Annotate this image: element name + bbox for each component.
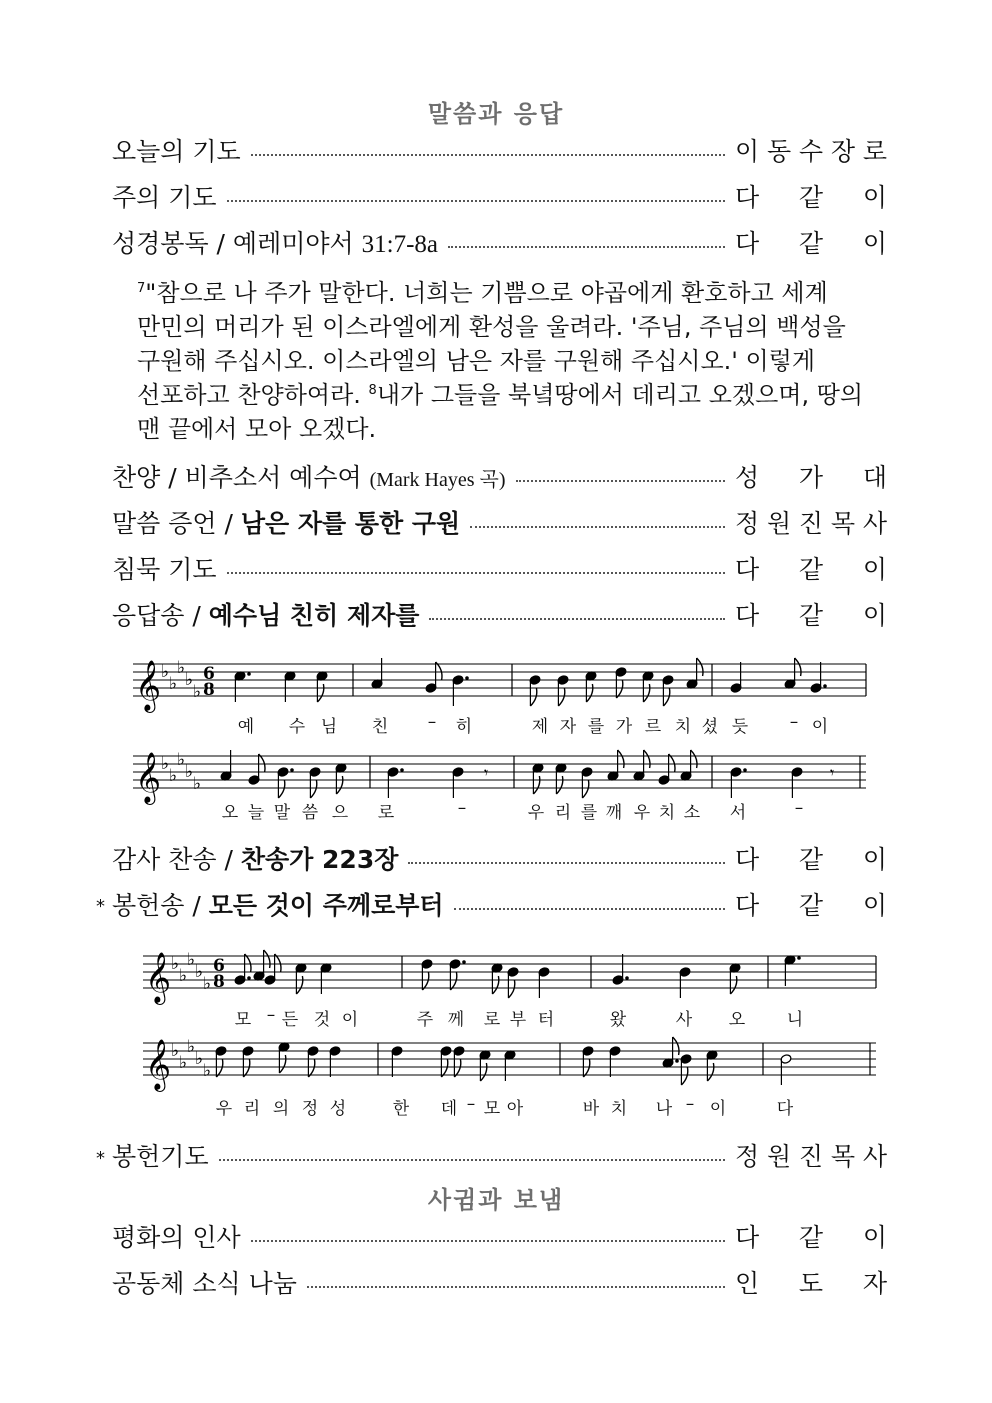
note-flag bbox=[707, 1063, 713, 1081]
verse-number: 8 bbox=[368, 383, 377, 398]
flat-icon: ♭ bbox=[185, 762, 194, 782]
flat-icon: ♭ bbox=[179, 966, 188, 986]
note-flag bbox=[618, 750, 624, 768]
note-flag bbox=[508, 980, 514, 998]
time-signature-bottom: 8 bbox=[213, 972, 225, 992]
lyric-syllable: 데 bbox=[440, 1099, 458, 1119]
order-label: 말씀 증언 / 남은 자를 통한 구원 bbox=[112, 509, 461, 538]
note-dot bbox=[743, 768, 747, 772]
lyric-syllable: 든 bbox=[281, 1010, 299, 1030]
scripture-passage: $^7$"참으로 나 주가 말한다. 너희는 기쁨으로 야곱에게 환호하고 세계 만민의 머리가 된 이스라엘에게 환성을 울려라. '주님, 주님의 백성을 구원해 주십시오. 이스라엘의 남은 자를 구원해 주십시오.' 이렇게 선포하고 찬양하여라. $^8$내가 그들을 북녘땅에서 데리고 오겠으며, 땅의 맨 끝에서 모아 오겠다. bbox=[137, 279, 864, 443]
lyric-syllable: 서 bbox=[729, 803, 747, 823]
note-flag bbox=[450, 972, 456, 990]
flat-icon: ♭ bbox=[185, 670, 194, 690]
note-flag bbox=[278, 780, 284, 798]
note-flag bbox=[730, 976, 736, 994]
time-signature-bottom: 8 bbox=[203, 680, 215, 700]
lyric-syllable: 부 bbox=[509, 1010, 527, 1030]
note-flag bbox=[583, 1059, 589, 1077]
lyric-syllable: – bbox=[466, 1094, 476, 1114]
note-flag bbox=[533, 776, 539, 794]
dot-leader bbox=[454, 906, 725, 910]
lyric-syllable: 한 bbox=[392, 1099, 410, 1119]
note-flag bbox=[644, 750, 650, 768]
lyric-syllable: 모 bbox=[483, 1099, 501, 1119]
order-row-peace bbox=[112, 1218, 887, 1254]
lyric-syllable: – bbox=[794, 798, 804, 818]
note-flag bbox=[422, 972, 428, 990]
standing-mark: * bbox=[96, 896, 105, 917]
note-dot bbox=[400, 768, 404, 772]
flat-icon: ♭ bbox=[169, 674, 178, 694]
order-row-offering-prayer bbox=[112, 1137, 887, 1173]
lyric-syllable: 리 bbox=[243, 1099, 261, 1119]
lyric-syllable: 께 bbox=[447, 1010, 465, 1030]
note-flag bbox=[454, 1059, 460, 1077]
verse-number: 7 bbox=[137, 281, 146, 296]
note-flag bbox=[336, 776, 342, 794]
lyric-syllable: 주 bbox=[416, 1010, 434, 1030]
lyric-syllable: 듯 bbox=[731, 717, 749, 737]
note-flag bbox=[310, 780, 316, 798]
note-flag bbox=[586, 684, 592, 702]
note-flag bbox=[558, 688, 564, 706]
note-flag bbox=[317, 684, 323, 702]
flat-icon: ♭ bbox=[203, 1061, 212, 1081]
order-label: 봉헌기도 bbox=[112, 1142, 209, 1171]
note-dot bbox=[675, 1059, 679, 1063]
lyric-syllable: – bbox=[427, 712, 437, 732]
lyric-syllable: 히 bbox=[455, 717, 473, 737]
lyric-syllable: 우 bbox=[633, 803, 651, 823]
lyric-syllable: 르 bbox=[644, 717, 662, 737]
flat-icon: ♭ bbox=[195, 962, 204, 982]
note-flag bbox=[264, 950, 270, 968]
note-flag bbox=[691, 750, 697, 768]
lyric-syllable: 님 bbox=[320, 717, 338, 737]
lyric-syllable: 다 bbox=[776, 1099, 794, 1119]
lyric-syllable: 말 bbox=[273, 803, 291, 823]
lyric-syllable: 성 bbox=[329, 1099, 347, 1119]
lyric-syllable: 를 bbox=[587, 717, 605, 737]
lyric-syllable: 사 bbox=[675, 1010, 693, 1030]
note-flag bbox=[480, 1063, 486, 1081]
order-leader-name: 인 도 자 bbox=[735, 1269, 887, 1298]
note-dot bbox=[290, 768, 294, 772]
order-label: 찬양 / 비추소서 예수여 (Mark Hayes 곡) bbox=[112, 463, 506, 492]
note-flag bbox=[243, 1059, 249, 1077]
treble-clef-icon: 𝄞 bbox=[145, 1039, 172, 1090]
song-title: 모든 것이 주께로부터 bbox=[208, 891, 444, 920]
order-leader-name: 다 같 이 bbox=[735, 183, 887, 212]
order-label: 응답송 / 예수님 친히 제자를 bbox=[112, 601, 420, 630]
lyric-syllable: 자 bbox=[559, 717, 577, 737]
flat-icon: ♭ bbox=[161, 662, 170, 682]
order-leader-name: 정 원 진 목 사 bbox=[735, 509, 887, 538]
note-flag bbox=[681, 1067, 687, 1085]
order-label: 성경봉독 / 예레미야서 31:7-8a bbox=[112, 229, 438, 258]
lyric-syllable: 이 bbox=[341, 1010, 359, 1030]
dot-leader bbox=[307, 1284, 725, 1288]
flat-icon: ♭ bbox=[169, 766, 178, 786]
lyric-syllable: 오 bbox=[221, 803, 239, 823]
sermon-title: 남은 자를 통한 구원 bbox=[240, 509, 461, 538]
lyric-syllable: 우 bbox=[527, 803, 545, 823]
order-label: 침묵 기도 bbox=[112, 555, 217, 584]
flat-icon: ♭ bbox=[161, 754, 170, 774]
flat-icon: ♭ bbox=[187, 1037, 196, 1057]
lyric-syllable: 치 bbox=[674, 717, 692, 737]
note-flag bbox=[795, 658, 801, 676]
lyric-syllable: 예 bbox=[237, 717, 255, 737]
lyric-syllable: – bbox=[266, 1005, 276, 1025]
order-label: 오늘의 기도 bbox=[112, 137, 241, 166]
note-flag bbox=[441, 1059, 447, 1077]
standing-mark: * bbox=[96, 1148, 105, 1169]
lyric-syllable: 셨 bbox=[701, 717, 719, 737]
lyric-syllable: 이 bbox=[811, 717, 829, 737]
lyric-syllable: 정 bbox=[301, 1099, 319, 1119]
note-flag bbox=[245, 954, 251, 972]
note-flag bbox=[216, 1059, 222, 1077]
note-dot bbox=[465, 676, 469, 680]
lyric-syllable: 의 bbox=[272, 1099, 290, 1119]
dot-leader bbox=[219, 1157, 725, 1161]
order-label: 봉헌송 / 모든 것이 주께로부터 bbox=[112, 891, 444, 920]
treble-clef-icon: 𝄞 bbox=[135, 752, 162, 803]
order-leader-name: 다 같 이 bbox=[735, 1223, 887, 1252]
note-flag bbox=[436, 662, 442, 680]
lyric-syllable: – bbox=[789, 712, 799, 732]
hymn-title: 찬송가 223장 bbox=[240, 845, 399, 874]
lyric-syllable: 이 bbox=[709, 1099, 727, 1119]
note-dot bbox=[462, 960, 466, 964]
dot-leader bbox=[251, 1238, 725, 1242]
note-flag bbox=[279, 1055, 285, 1073]
order-row-offering-song bbox=[112, 886, 887, 922]
lyric-syllable: 나 bbox=[655, 1099, 673, 1119]
flat-icon: ♭ bbox=[171, 954, 180, 974]
flat-icon: ♭ bbox=[177, 750, 186, 770]
flat-icon: ♭ bbox=[195, 1049, 204, 1069]
order-label: 감사 찬송 / 찬송가 223장 bbox=[112, 845, 399, 874]
order-leader-name: 다 같 이 bbox=[735, 229, 887, 258]
section-heading-sending: 사귐과 보냄 bbox=[427, 1186, 565, 1214]
note-dot bbox=[625, 976, 629, 980]
lyric-syllable: 제 bbox=[531, 717, 549, 737]
lyric-syllable: 로 bbox=[377, 803, 395, 823]
lyric-syllable: 늘 bbox=[247, 803, 265, 823]
lyric-syllable: 으 bbox=[331, 803, 349, 823]
order-label: 주의 기도 bbox=[112, 183, 217, 212]
note-flag bbox=[669, 754, 675, 772]
note-flag bbox=[643, 684, 649, 702]
lyric-syllable: 소 bbox=[683, 803, 701, 823]
order-row-news bbox=[112, 1264, 887, 1300]
note-dot bbox=[247, 976, 251, 980]
lyric-syllable: 친 bbox=[371, 717, 389, 737]
dot-leader bbox=[408, 860, 725, 864]
treble-clef-icon: 𝄞 bbox=[145, 952, 172, 1003]
note-flag bbox=[530, 688, 536, 706]
note-flag bbox=[616, 680, 622, 698]
note-flag bbox=[308, 1059, 314, 1077]
lyric-syllable: 모 bbox=[234, 1010, 252, 1030]
flat-icon: ♭ bbox=[187, 950, 196, 970]
lyric-syllable: 우 bbox=[215, 1099, 233, 1119]
time-signature-top: 6 bbox=[203, 664, 215, 684]
lyric-syllable: 치 bbox=[610, 1099, 628, 1119]
note-dot bbox=[823, 684, 827, 688]
lyric-syllable: 로 bbox=[483, 1010, 501, 1030]
flat-icon: ♭ bbox=[193, 682, 202, 702]
lyric-syllable: 수 bbox=[288, 717, 306, 737]
treble-clef-icon: 𝄞 bbox=[135, 660, 162, 711]
flat-icon: ♭ bbox=[177, 658, 186, 678]
lyric-syllable: 것 bbox=[313, 1010, 331, 1030]
note-dot bbox=[797, 956, 801, 960]
note-flag bbox=[582, 780, 588, 798]
note-flag bbox=[663, 688, 669, 706]
lyric-syllable: 치 bbox=[658, 803, 676, 823]
lyric-syllable: 오 bbox=[728, 1010, 746, 1030]
song-title: 예수님 친히 제자를 bbox=[208, 601, 420, 630]
lyric-syllable: 왔 bbox=[609, 1010, 627, 1030]
note-flag bbox=[492, 976, 498, 994]
order-leader-name: 이 동 수 장 로 bbox=[735, 137, 887, 166]
lyric-syllable: 를 bbox=[580, 803, 598, 823]
order-leader-name: 정 원 진 목 사 bbox=[735, 1142, 887, 1171]
section-heading-word: 말씀과 응답 bbox=[427, 100, 565, 128]
order-label: 평화의 인사 bbox=[112, 1223, 241, 1252]
order-label: 공동체 소식 나눔 bbox=[112, 1269, 297, 1298]
note-dot bbox=[247, 672, 251, 676]
lyric-syllable: 리 bbox=[554, 803, 572, 823]
note-flag bbox=[296, 976, 302, 994]
time-signature-top: 6 bbox=[213, 956, 225, 976]
note-flag bbox=[275, 954, 281, 972]
order-row-thanks-hymn bbox=[112, 840, 887, 876]
eighth-rest-icon: 𝄾 bbox=[830, 763, 835, 782]
lyric-syllable: 바 bbox=[582, 1099, 600, 1119]
order-leader-name: 성 가 대 bbox=[735, 463, 887, 492]
order-leader-name: 다 같 이 bbox=[735, 845, 887, 874]
lyric-syllable: – bbox=[457, 798, 467, 818]
lyric-syllable: 니 bbox=[786, 1010, 804, 1030]
note-flag bbox=[259, 754, 265, 772]
lyric-syllable: 아 bbox=[506, 1099, 524, 1119]
lyric-syllable: 가 bbox=[615, 717, 633, 737]
order-leader-name: 다 같 이 bbox=[735, 601, 887, 630]
order-leader-name: 다 같 이 bbox=[735, 891, 887, 920]
lyric-syllable: – bbox=[685, 1094, 695, 1114]
lyric-syllable: 터 bbox=[537, 1010, 555, 1030]
flat-icon: ♭ bbox=[171, 1041, 180, 1061]
eighth-rest-icon: 𝄾 bbox=[484, 763, 489, 782]
lyric-syllable: 씀 bbox=[301, 803, 319, 823]
order-leader-name: 다 같 이 bbox=[735, 555, 887, 584]
note-flag bbox=[673, 1037, 679, 1055]
flat-icon: ♭ bbox=[179, 1053, 188, 1073]
lyric-syllable: 깨 bbox=[605, 803, 623, 823]
flat-icon: ♭ bbox=[203, 974, 212, 994]
note-flag bbox=[556, 776, 562, 794]
flat-icon: ♭ bbox=[193, 774, 202, 794]
note-flag bbox=[697, 658, 703, 676]
